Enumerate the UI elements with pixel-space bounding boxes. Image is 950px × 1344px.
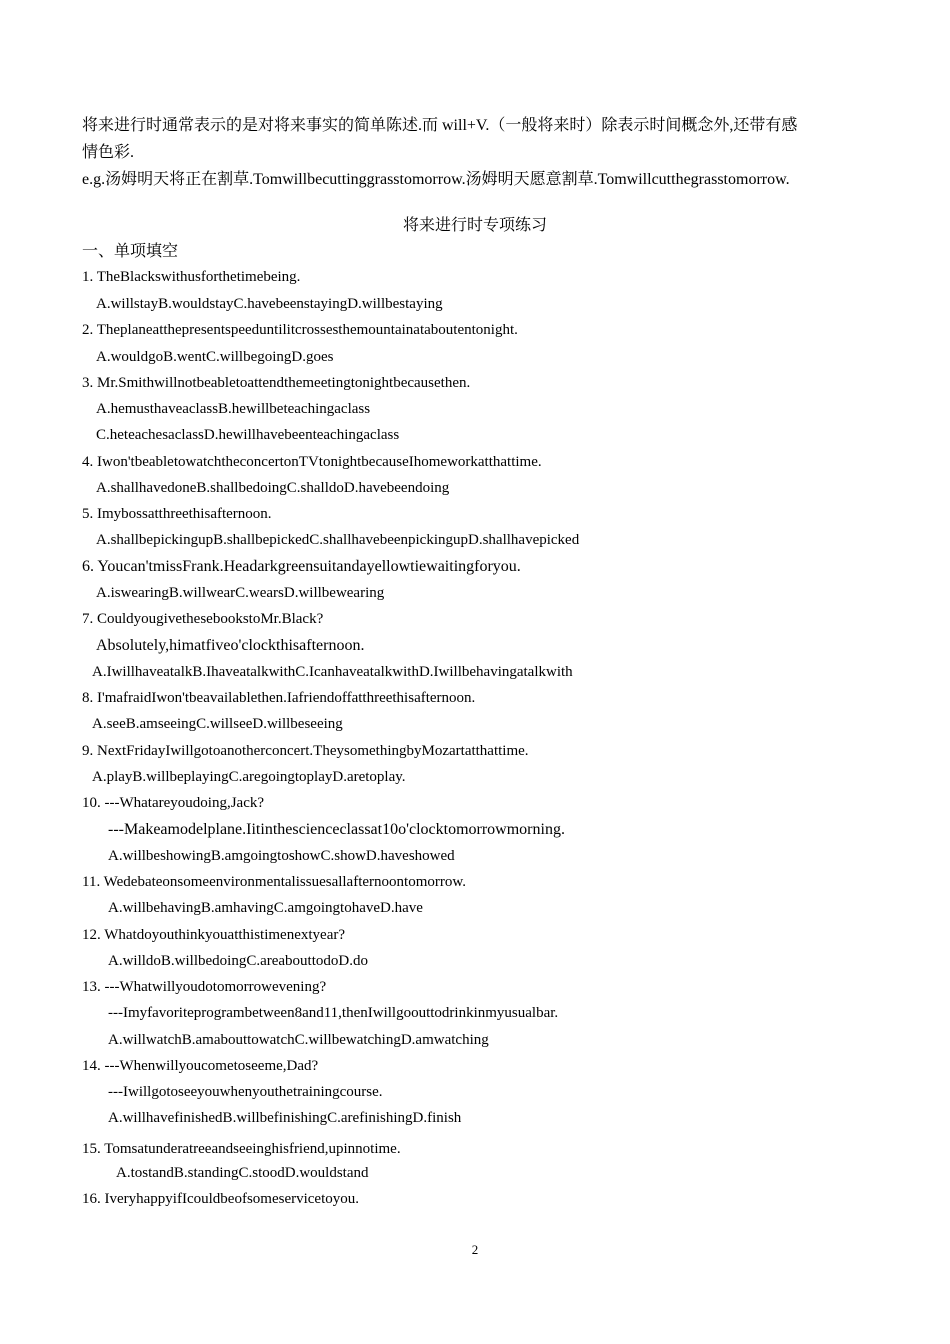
question-line: 7. CouldyougivethesebookstoMr.Black? <box>82 611 324 627</box>
question-line: 6. Youcan'tmissFrank.Headarkgreensuitandayellowtiewaitingforyou. <box>82 558 521 575</box>
question-line: 10. ---Whatareyoudoing,Jack? <box>82 795 265 811</box>
question-line: A.IwillhaveatalkB.IhaveatalkwithC.IcanhaveatalkwithD.Iwillbehavingatalkwith <box>92 664 573 680</box>
question-line: 14. ---Whenwillyoucometoseeme,Dad? <box>82 1058 319 1074</box>
question-line: 13. ---Whatwillyoudotomorrowevening? <box>82 979 327 995</box>
question-line: A.playB.willbeplayingC.aregoingtoplayD.aretoplay. <box>92 769 406 785</box>
question-line: 9. NextFridayIwillgotoanotherconcert.TheysomethingbyMozartatthattime. <box>82 743 529 759</box>
question-line: A.shallbepickingupB.shallbepickedC.shallhavebeenpickingupD.shallhavepicked <box>96 532 580 548</box>
question-line: A.willbehavingB.amhavingC.amgoingtohaveD.have <box>108 900 423 916</box>
question-line: A.iswearingB.willwearC.wearsD.willbewearing <box>96 585 385 601</box>
question-line: A.willhavefinishedB.willbefinishingC.arefinishingD.finish <box>108 1110 462 1126</box>
question-line: A.willstayB.wouldstayC.havebeenstayingD.willbestaying <box>96 296 443 312</box>
question-line: ---Iwillgotoseeyouwhenyouthetrainingcourse. <box>108 1084 383 1100</box>
question-line: 5. Imybossatthreethisafternoon. <box>82 506 272 522</box>
question-line: 8. I'mafraidIwon'tbeavailablethen.Iafriendoffatthreethisafternoon. <box>82 690 476 706</box>
question-line: 4. Iwon'tbeabletowatchtheconcertonTVtonightbecauseIhomeworkatthattime. <box>82 454 542 470</box>
question-line: C.heteachesaclassD.hewillhavebeenteachingaclass <box>96 427 400 443</box>
question-line: Absolutely,himatfiveo'clockthisafternoon. <box>96 637 365 654</box>
intro-paragraph <box>82 112 852 193</box>
question-line: ---Makeamodelplane.Iitinthescienceclassat10o'clocktomorrowmorning. <box>108 821 565 838</box>
question-line: A.seeB.amseeingC.willseeD.willbeseeing <box>92 716 343 732</box>
question-line: A.willdoB.willbedoingC.areabouttodoD.do <box>108 953 368 969</box>
question-line: A.hemusthaveaclassB.hewillbeteachingaclass <box>96 401 371 417</box>
question-line: 3. Mr.Smithwillnotbeabletoattendthemeetingtonightbecausethen. <box>82 375 471 391</box>
question-line: A.willwatchB.amabouttowatchC.willbewatchingD.amwatching <box>108 1032 489 1048</box>
intro-line-1: 将来进行时通常表示的是对将来事实的简单陈述.而 will+V.（一般将来时）除表示时间概念外,还带有感 <box>82 117 798 134</box>
question-line: 15. Tomsatunderatreeandseeinghisfriend,upinnotime. <box>82 1141 401 1157</box>
question-line: 1. TheBlackswithusforthetimebeing. <box>82 269 301 285</box>
exercise-title: 将来进行时专项练习 <box>402 217 547 234</box>
intro-line-3: e.g.汤姆明天将正在割草.Tomwillbecuttinggrasstomorrow.汤姆明天愿意割草.Tomwillcutthegrasstomorrow. <box>82 171 790 188</box>
question-line: A.shallhavedoneB.shallbedoingC.shalldoD.havebeendoing <box>96 480 450 496</box>
question-line: ---Imyfavoriteprogrambetween8and11,thenIwillgoouttodrinkinmyusualbar. <box>108 1005 559 1021</box>
intro-line-2: 情色彩. <box>82 144 135 161</box>
question-line: 16. IveryhappyifIcouldbeofsomeservicetoyou. <box>82 1191 359 1207</box>
question-line: A.wouldgoB.wentC.willbegoingD.goes <box>96 349 334 365</box>
page-number: 2 <box>471 1242 479 1257</box>
question-line: 11. Wedebateonsomeenvironmentalissuesallafternoontomorrow. <box>82 874 466 890</box>
question-line: A.willbeshowingB.amgoingtoshowC.showD.haveshowed <box>108 848 455 864</box>
question-line: A.tostandB.standingC.stoodD.wouldstand <box>116 1165 369 1181</box>
question-line: 12. Whatdoyouthinkyouatthistimenextyear? <box>82 927 345 943</box>
section-heading: 一、单项填空 <box>82 243 179 260</box>
question-line: 2. Theplaneatthepresentspeeduntilitcrossesthemountainataboutentonight. <box>82 322 518 338</box>
